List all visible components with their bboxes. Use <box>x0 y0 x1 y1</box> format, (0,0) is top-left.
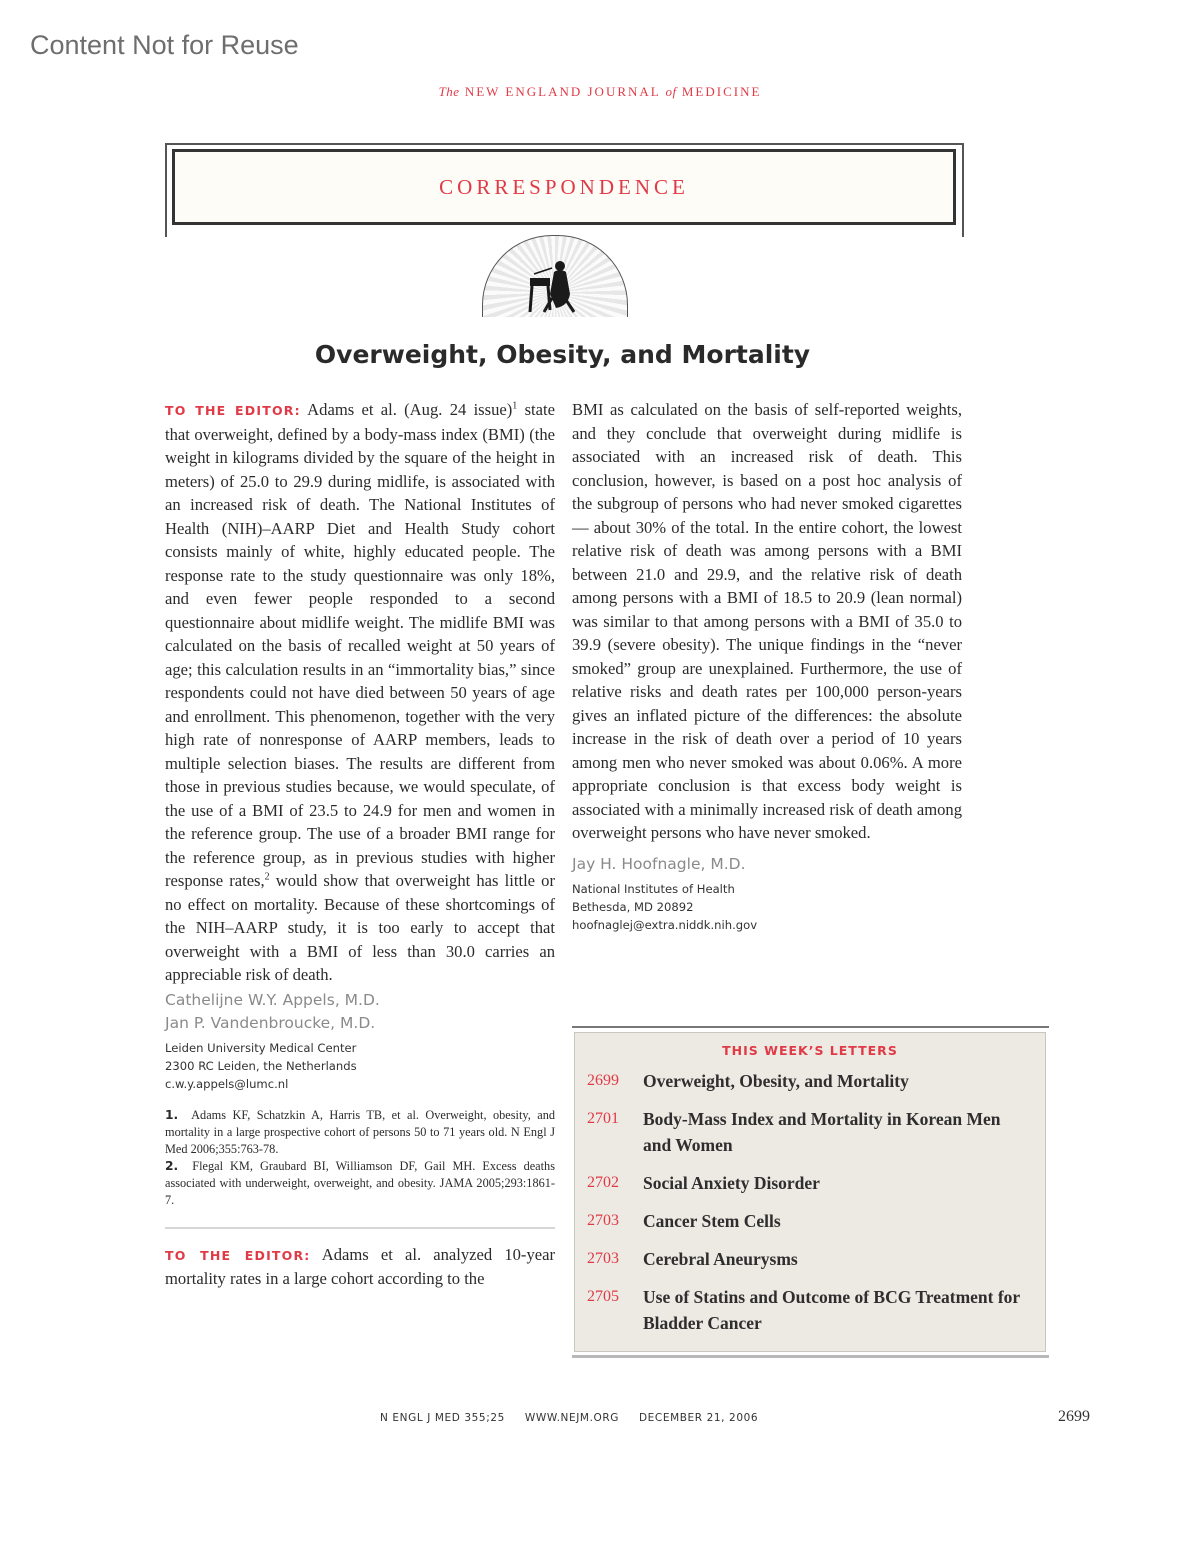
letter-page-number: 2703 <box>587 1212 619 1229</box>
letter-2-body: BMI as calculated on the basis of self-reported weights, and they conclude that overweight during midlife is associated with an increased risk of death. This conclusion, however, is based on a post hoc analysis of the subgroup of persons who had never smoked cigarettes — about 30% of the total. In the entire cohort, the lowest relative risk of death was among persons with a BMI between 21.0 and 29.9, and the relative risk of death among persons with a BMI of 18.5 to 20.9 (lean normal) was similar to that among persons with a BMI of 35.0 to 39.9 (severe obesity). The unique findings in the “never smoked” group are unexplained. Furthermore, the use of relative risks and death rates per 100,000 person-years gives an inflated picture of the differences: the absolute increase in the risk of death over a period of 10 years among men who never smoked was about 0.06%. A more appropriate conclusion is that excess body weight is associated with a minimally increased risk of death among overweight persons who have never smoked. <box>572 400 962 842</box>
affiliation-line: National Institutes of Health <box>572 881 735 896</box>
footer-citation: N ENGL J MED 355;25 <box>380 1412 505 1424</box>
letter-title: Body-Mass Index and Mortality in Korean Men and Women <box>643 1109 1001 1155</box>
letters-item[interactable] <box>575 1284 1045 1336</box>
letter-1-affiliation <box>165 1039 555 1093</box>
author-name: Cathelijne W.Y. Appels, M.D. <box>165 990 380 1009</box>
letter-2-start <box>165 1243 555 1291</box>
page-footer <box>380 1412 774 1424</box>
watermark: Content Not for Reuse <box>30 30 299 60</box>
letter-2-text-start: Adams et al. analyzed 10-year mortality rates in a large cohort according to the <box>165 1244 555 1288</box>
letter-title: Overweight, Obesity, and Mortality <box>643 1071 909 1091</box>
letter-1-authors <box>165 989 555 1035</box>
author-email[interactable]: hoofnaglej@extra.niddk.nih.gov <box>572 917 758 932</box>
letters-item[interactable] <box>575 1106 1045 1158</box>
letter-1-text-c: would show that overweight has little or no effect on mortality. Because of these shortcomings of the NIH–AARP study, it is too early to accept that overweight with a BMI of less than 30.0 carries an appreciable risk of death. <box>165 871 555 984</box>
letters-box-rule <box>572 1355 1049 1358</box>
left-column <box>165 398 555 1291</box>
letter-2-affiliation <box>572 880 962 934</box>
reference-item <box>165 1107 555 1158</box>
masthead-of: of <box>665 84 677 99</box>
letters-box-heading: THIS WEEK’S LETTERS <box>722 1043 898 1058</box>
author-email[interactable]: c.w.y.appels@lumc.nl <box>165 1076 289 1091</box>
letter-page-number: 2703 <box>587 1250 619 1267</box>
reference-marker-1[interactable]: 1 <box>512 400 518 412</box>
affiliation-line: 2300 RC Leiden, the Netherlands <box>165 1058 357 1073</box>
journal-masthead <box>0 84 1200 100</box>
footer-website[interactable]: WWW.NEJM.ORG <box>524 1412 620 1424</box>
section-title: CORRESPONDENCE <box>439 174 689 199</box>
letter-title: Cerebral Aneurysms <box>643 1249 798 1269</box>
letter-divider <box>165 1227 555 1229</box>
letter-title: Use of Statins and Outcome of BCG Treatment for Bladder Cancer <box>643 1287 1020 1333</box>
author-name: Jay H. Hoofnagle, M.D. <box>572 854 746 873</box>
affiliation-line: Bethesda, MD 20892 <box>572 899 694 914</box>
letter-page-number: 2705 <box>587 1288 619 1305</box>
right-column <box>572 398 962 934</box>
reference-number: 2. <box>165 1158 179 1173</box>
author-name: Jan P. Vandenbroucke, M.D. <box>165 1013 376 1032</box>
affiliation-line: Leiden University Medical Center <box>165 1040 357 1055</box>
footer-date: DECEMBER 21, 2006 <box>638 1412 759 1424</box>
letter-1-lead: TO THE EDITOR: <box>165 403 301 418</box>
article-title: Overweight, Obesity, and Mortality <box>314 340 811 369</box>
this-weeks-letters-box <box>574 1032 1046 1352</box>
section-banner <box>172 149 956 225</box>
masthead-name: NEW ENGLAND JOURNAL <box>464 84 661 99</box>
letters-item[interactable] <box>575 1170 1045 1196</box>
scribe-logo-icon <box>482 235 628 317</box>
reference-number: 1. <box>165 1107 179 1122</box>
reference-item <box>165 1158 555 1209</box>
letter-title: Social Anxiety Disorder <box>643 1173 820 1193</box>
letter-page-number: 2702 <box>587 1174 619 1191</box>
letter-page-number: 2701 <box>587 1110 619 1127</box>
letter-2-lead: TO THE EDITOR: <box>165 1247 311 1263</box>
letters-box-rule <box>572 1026 1049 1028</box>
letters-item[interactable] <box>575 1208 1045 1234</box>
references-list <box>165 1107 555 1209</box>
letter-1-text-a: Adams et al. (Aug. 24 issue) <box>300 400 513 419</box>
masthead-medicine: MEDICINE <box>681 84 762 99</box>
letters-item[interactable] <box>575 1068 1045 1094</box>
reference-marker-2[interactable]: 2 <box>264 871 270 883</box>
masthead-the: The <box>438 84 460 99</box>
reference-text: Flegal KM, Graubard BI, Williamson DF, Gail MH. Excess deaths associated with underweight, overweight, and obesity. JAMA 2005;293:1861-7. <box>165 1158 555 1207</box>
page-number: 2699 <box>1058 1408 1090 1425</box>
letter-1-body <box>165 398 555 987</box>
reference-text: Adams KF, Schatzkin A, Harris TB, et al. Overweight, obesity, and mortality in a large prospective cohort of persons 50 to 71 years old. N Engl J Med 2006;355:763-78. <box>165 1107 556 1156</box>
letter-title: Cancer Stem Cells <box>643 1211 781 1231</box>
letter-1-text-b: state that overweight, defined by a body-mass index (BMI) (the weight in kilograms divided by the square of the height in meters) of 25.0 to 29.9 during midlife, is associated with an increased risk of death. The National Institutes of Health (NIH)–AARP Diet and Health Study cohort consists mainly of white, highly educated people. The response rate to the study questionnaire was only 18%, and even fewer people responded to a second questionnaire about midlife weight. The midlife BMI was calculated on the basis of recalled weight at 50 years of age; this calculation results in an “immortality bias,” since respondents could not have died between 50 years of age and enrollment. This phenomenon, together with the very high rate of nonresponse of AARP members, leads to multiple selection biases. The results are different from those in previous studies because, we would speculate, of the use of a BMI of 23.5 to 24.9 for men and women in the reference group. The use of a broader BMI range for the reference group, as in previous studies with higher response rates, <box>165 400 555 890</box>
letter-page-number: 2699 <box>587 1072 619 1089</box>
letters-item[interactable] <box>575 1246 1045 1272</box>
